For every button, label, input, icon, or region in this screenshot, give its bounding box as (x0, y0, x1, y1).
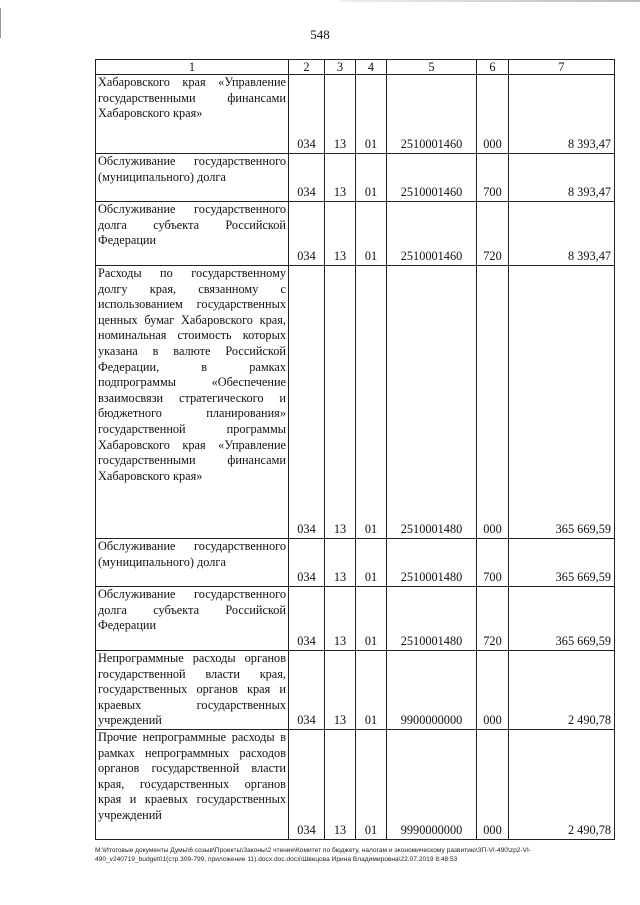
row-code-subsection: 01 (356, 730, 387, 840)
row-code-section: 13 (325, 651, 356, 730)
row-code-ministry: 034 (289, 587, 325, 651)
scan-header-smudge (340, 0, 640, 2)
row-code-expense-type: 000 (477, 651, 509, 730)
row-name: Обслуживание государственного (муниципального) долга (96, 539, 289, 587)
row-amount: 2 490,78 (509, 730, 615, 840)
row-code-subsection: 01 (356, 266, 387, 539)
row-code-target: 2510001480 (387, 539, 477, 587)
header-cell-2: 2 (289, 60, 325, 75)
row-code-expense-type: 000 (477, 266, 509, 539)
row-amount: 365 669,59 (509, 266, 615, 539)
row-code-target: 2510001460 (387, 154, 477, 202)
row-amount: 8 393,47 (509, 202, 615, 266)
row-code-subsection: 01 (356, 75, 387, 154)
row-code-section: 13 (325, 202, 356, 266)
header-cell-5: 5 (387, 60, 477, 75)
row-code-ministry: 034 (289, 266, 325, 539)
table-row (96, 587, 615, 651)
row-name: Обслуживание государственного долга субъекта Российской Федерации (96, 202, 289, 266)
row-code-section: 13 (325, 154, 356, 202)
row-code-expense-type: 700 (477, 154, 509, 202)
header-cell-7: 7 (509, 60, 615, 75)
row-amount: 365 669,59 (509, 587, 615, 651)
row-name: Обслуживание государственного (муниципального) долга (96, 154, 289, 202)
row-code-expense-type: 720 (477, 587, 509, 651)
row-code-subsection: 01 (356, 154, 387, 202)
row-code-ministry: 034 (289, 154, 325, 202)
row-code-ministry: 034 (289, 75, 325, 154)
row-name: Прочие непрограммные расходы в рамках непрограммных расходов органов государственной власти края, государственных органов края и краевых государственных учреждений (96, 730, 289, 840)
row-code-subsection: 01 (356, 587, 387, 651)
row-code-section: 13 (325, 539, 356, 587)
row-code-target: 2510001460 (387, 202, 477, 266)
row-code-ministry: 034 (289, 651, 325, 730)
header-cell-6: 6 (477, 60, 509, 75)
row-amount: 8 393,47 (509, 75, 615, 154)
table-header-row (96, 60, 615, 75)
row-code-target: 2510001480 (387, 266, 477, 539)
footer-path-line-2: 490_v240719_budget01(стр.309-799, приложение 11).docx.doc.docx\Швецова Ирина Владимировна\22.07.2019 8:48:53 (95, 856, 458, 863)
document-path-footer (95, 846, 615, 864)
header-cell-3: 3 (325, 60, 356, 75)
row-code-section: 13 (325, 266, 356, 539)
row-code-subsection: 01 (356, 651, 387, 730)
row-name: Обслуживание государственного долга субъекта Российской Федерации (96, 587, 289, 651)
row-code-expense-type: 000 (477, 75, 509, 154)
row-amount: 8 393,47 (509, 154, 615, 202)
table-row (96, 75, 615, 154)
row-amount: 365 669,59 (509, 539, 615, 587)
row-code-ministry: 034 (289, 202, 325, 266)
header-cell-1: 1 (96, 60, 289, 75)
budget-table (95, 59, 615, 840)
table-row (96, 730, 615, 840)
footer-path-line-1: M:\Итоговые документы Думы\6 созыв\Проекты\Законы\2 чтение\Комитет по бюджету, налогам и экономическому развитию\ЗП-VI-490\zp2-VI- (95, 847, 532, 854)
table-row (96, 651, 615, 730)
row-code-subsection: 01 (356, 539, 387, 587)
row-code-target: 2510001480 (387, 587, 477, 651)
row-code-target: 9900000000 (387, 651, 477, 730)
row-code-target: 9990000000 (387, 730, 477, 840)
row-code-section: 13 (325, 75, 356, 154)
row-name: Расходы по государственному долгу края, связанному с использованием государственных ценных бумаг Хабаровского края, номинальная стоимость которых указана в валюте Российской Федерации, в рамках подпрограммы «Обеспечение взаимосвязи стратегического и бюджетного планирования» государственной программы Хабаровского края «Управление государственными финансами Хабаровского края» (96, 266, 289, 539)
page-number: 548 (310, 27, 330, 42)
row-code-section: 13 (325, 730, 356, 840)
row-name: Хабаровского края «Управление государственными финансами Хабаровского края» (96, 75, 289, 154)
row-code-expense-type: 700 (477, 539, 509, 587)
table-row (96, 202, 615, 266)
row-code-expense-type: 720 (477, 202, 509, 266)
header-cell-4: 4 (356, 60, 387, 75)
row-code-ministry: 034 (289, 539, 325, 587)
row-code-ministry: 034 (289, 730, 325, 840)
row-code-expense-type: 000 (477, 730, 509, 840)
row-name: Непрограммные расходы органов государственной власти края, государственных органов края и краевых государственных учреждений (96, 651, 289, 730)
table-row (96, 154, 615, 202)
row-code-section: 13 (325, 587, 356, 651)
table-row (96, 266, 615, 539)
row-code-target: 2510001460 (387, 75, 477, 154)
row-code-subsection: 01 (356, 202, 387, 266)
table-row (96, 539, 615, 587)
row-amount: 2 490,78 (509, 651, 615, 730)
